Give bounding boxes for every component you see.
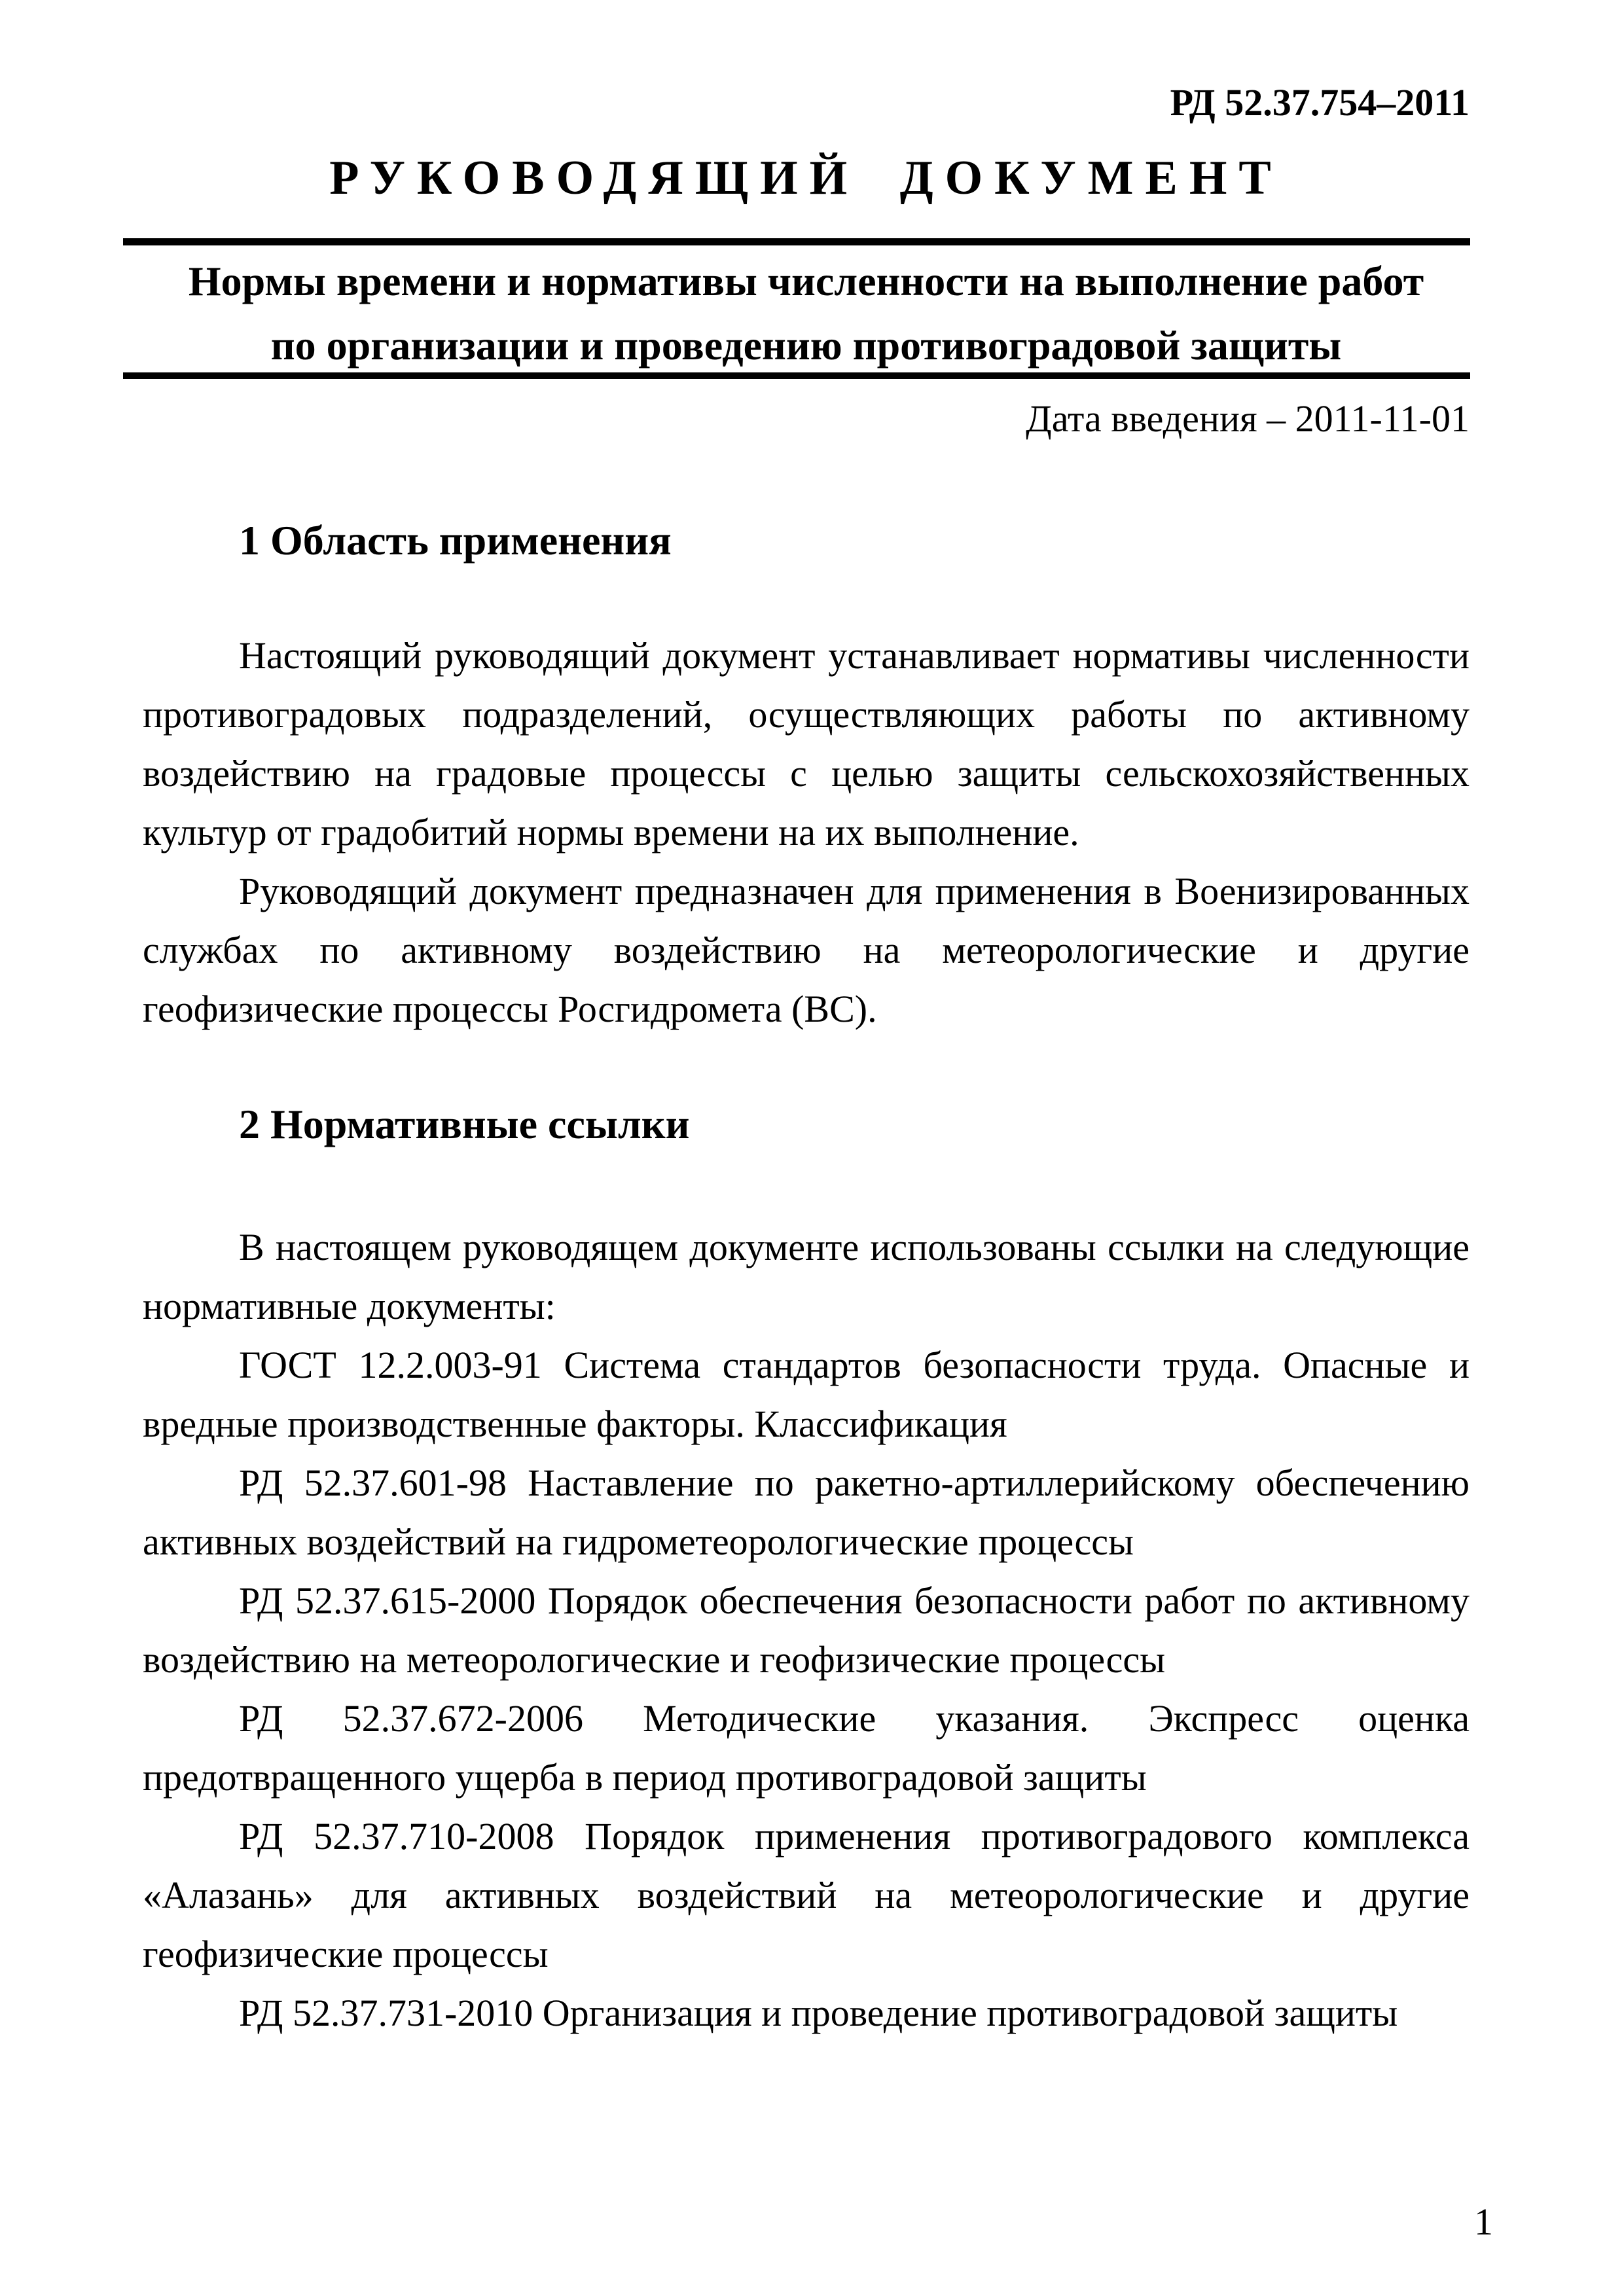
page-number: 1	[1474, 2200, 1493, 2243]
reference-item-rd-52-37-710: РД 52.37.710-2008 Порядок применения противоградового комплекса «Алазань» для активных воздействий на метеорологические и другие геофизические процессы	[143, 1815, 1470, 1975]
document-number: РД 52.37.754–2011	[1170, 81, 1470, 124]
horizontal-rule-top	[123, 238, 1470, 245]
document-title	[143, 249, 1470, 378]
reference-item-gost-12-2-003: ГОСТ 12.2.003-91 Система стандартов безопасности труда. Опасные и вредные производственные факторы. Классификация	[143, 1344, 1470, 1445]
document-title-line-2: по организации и проведению противоградовой защиты	[270, 322, 1342, 368]
reference-item-rd-52-37-672: РД 52.37.672-2006 Методические указания. Экспресс оценка предотвращенного ущерба в период противоградовой защиты	[143, 1697, 1470, 1799]
section-1-paragraph: Настоящий руководящий документ устанавливает нормативы численности противоградовых подразделений, осуществляющих работы по активному воздействию на градовые процессы с целью защиты сельскохозяйственных культур от градобитий нормы времени на их выполнение.	[143, 634, 1470, 853]
section-2-paragraph: В настоящем руководящем документе использованы ссылки на следующие нормативные документы:	[143, 1226, 1470, 1327]
reference-item-rd-52-37-601: РД 52.37.601-98 Наставление по ракетно-артиллерийскому обеспечению активных воздействий на гидрометеорологические процессы	[143, 1462, 1470, 1563]
section-1-heading: 1 Область применения	[239, 517, 672, 564]
document-title-line-1: Нормы времени и нормативы численности на выполнение работ	[188, 258, 1424, 304]
reference-item-rd-52-37-615: РД 52.37.615-2000 Порядок обеспечения безопасности работ по активному воздействию на метеорологические и геофизические процессы	[143, 1579, 1470, 1681]
introduction-date: Дата введения – 2011-11-01	[1026, 397, 1470, 440]
reference-item-rd-52-37-731: РД 52.37.731-2010 Организация и проведение противоградовой защиты	[239, 1992, 1398, 2034]
section-2-heading: 2 Нормативные ссылки	[239, 1101, 690, 1147]
document-type-heading: РУКОВОДЯЩИЙ ДОКУМЕНТ	[329, 151, 1283, 205]
section-1-paragraph: Руководящий документ предназначен для применения в Военизированных службах по активному воздействию на метеорологические и другие геофизические процессы Росгидромета (ВС).	[143, 870, 1470, 1030]
